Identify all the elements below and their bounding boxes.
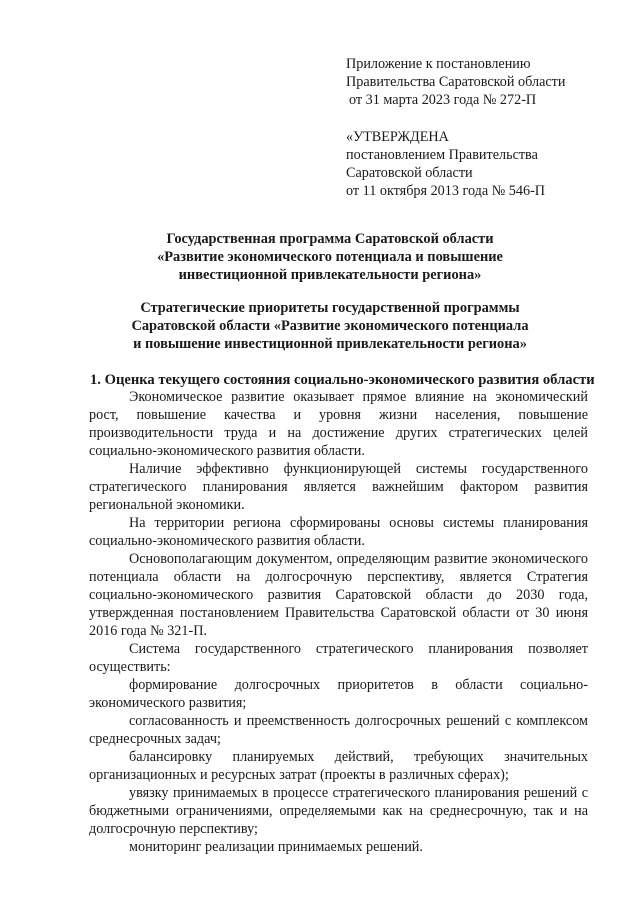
program-title-line: инвестиционной привлекательности региона» bbox=[178, 267, 482, 283]
approved-line: Саратовской области bbox=[346, 165, 473, 181]
approval-block bbox=[346, 55, 565, 200]
approved-line: «УТВЕРЖДЕНА bbox=[346, 129, 449, 145]
body-paragraph: Экономическое развитие оказывает прямое влияние на экономический рост, повышение качества и уровня жизни населения, повышение производительности труда и на достижение других стратегических целей социально-экономического развития области. bbox=[89, 389, 588, 459]
program-title-line: «Развитие экономического потенциала и повышение bbox=[157, 249, 503, 265]
list-item: балансировку планируемых действий, требующих значительных организационных и ресурсных затрат (проекты в различных сферах); bbox=[89, 749, 588, 783]
priorities-title bbox=[80, 299, 580, 353]
program-title-line: Государственная программа Саратовской области bbox=[166, 231, 494, 247]
body-paragraph: Система государственного стратегического планирования позволяет осуществить: bbox=[89, 641, 588, 675]
list-item: формирование долгосрочных приоритетов в области социально-экономического развития; bbox=[89, 677, 588, 711]
approved-line: постановлением Правительства bbox=[346, 147, 538, 163]
priorities-title-line: Стратегические приоритеты государственной программы bbox=[140, 300, 520, 316]
appendix-line: от 31 марта 2023 года № 272-П bbox=[349, 92, 537, 108]
spacer bbox=[346, 109, 565, 128]
priorities-title-line: и повышение инвестиционной привлекательности региона» bbox=[133, 336, 527, 352]
section-heading: 1. Оценка текущего состояния социально-экономического развития области bbox=[90, 372, 595, 388]
body-paragraph: На территории региона сформированы основы системы планирования социально-экономического развития области. bbox=[89, 515, 588, 549]
appendix-line: Правительства Саратовской области bbox=[346, 74, 566, 90]
list-item: увязку принимаемых в процессе стратегического планирования решений с бюджетными ограничениями, определяемыми как на среднесрочную, так и на долгосрочную перспективу; bbox=[89, 785, 588, 837]
priorities-title-line: Саратовской области «Развитие экономического потенциала bbox=[131, 318, 529, 334]
list-item: мониторинг реализации принимаемых решений. bbox=[129, 839, 423, 855]
appendix-line: Приложение к постановлению bbox=[346, 56, 531, 72]
body-paragraph: Основополагающим документом, определяющим развитие экономического потенциала области на долгосрочную перспективу, является Стратегия социально-экономического развития Саратовской области до 2030 года, утвержденная постановлением Правительства Саратовской области от 30 июня 2016 года № 321-П. bbox=[89, 551, 588, 639]
program-title bbox=[80, 230, 580, 284]
list-item: согласованность и преемственность долгосрочных решений с комплексом среднесрочных задач; bbox=[89, 713, 588, 747]
section-body bbox=[89, 388, 588, 856]
body-paragraph: Наличие эффективно функционирующей системы государственного стратегического планирования является важнейшим фактором развития региональной экономики. bbox=[89, 461, 588, 513]
approved-line: от 11 октября 2013 года № 546-П bbox=[346, 183, 546, 199]
